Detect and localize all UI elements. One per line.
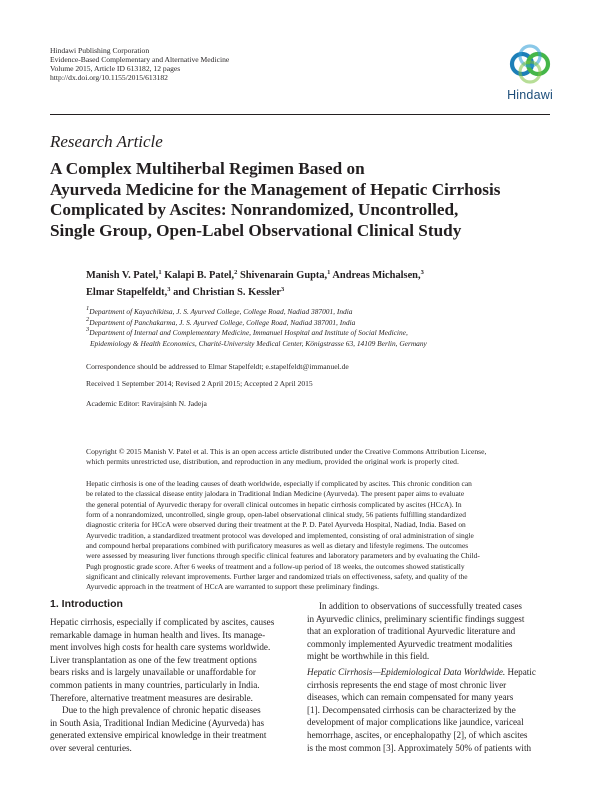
body-column-right <box>307 600 549 754</box>
abstract-line: and compound herbal preparations combined with purificatory measures as well as dietary and lifestyle regimens. The outcomes <box>86 541 469 551</box>
section-heading-introduction: 1. Introduction <box>50 598 123 610</box>
abstract-line: be related to the classical disease entity jalodara in Traditional Indian Medicine (Ayurveda). The present paper aims to evaluate <box>86 489 465 499</box>
affiliation-text: Epidemiology & Health Economics, Charité-University Medical Center, Königstrasse 63, 14109 Berlin, Germany <box>90 338 427 348</box>
abstract <box>86 479 556 593</box>
doi-link[interactable]: http://dx.doi.org/10.1155/2015/613182 <box>50 73 168 82</box>
author-name[interactable]: Kalapi B. Patel, <box>164 270 235 281</box>
affil-number: 2 <box>86 315 90 323</box>
author-name[interactable]: Shivenarain Gupta, <box>239 270 328 281</box>
body-line: Due to the high prevalence of chronic hepatic diseases <box>62 705 261 716</box>
abstract-line: Ayurvedic tradition, a standardized treatment protocol was developed and implemented, consisting of oral administration of single <box>86 530 474 540</box>
title-line: Ayurveda Medicine for the Management of Hepatic Cirrhosis <box>50 179 501 199</box>
body-line: generated extensive empirical knowledge in their treatment <box>50 730 267 741</box>
body-line: in Ayurvedic clinics, preliminary scientific findings suggest <box>307 613 525 624</box>
affiliation-text: Department of Internal and Complementary Medicine, Immanuel Hospital and Institute of Social Medicine, <box>89 328 408 337</box>
body-column-left <box>50 616 292 755</box>
affiliations <box>86 307 427 349</box>
body-line: in South Asia, Traditional Indian Medicine (Ayurveda) has <box>50 717 265 728</box>
body-line <box>307 666 549 679</box>
author-affil-mark: 3 <box>167 285 171 293</box>
subsection-lead: Hepatic Cirrhosis—Epidemiological Data Worldwide. <box>307 666 506 677</box>
title-line: Complicated by Ascites: Nonrandomized, Uncontrolled, <box>50 200 459 219</box>
body-line: commonly implemented Ayurvedic treatment modalities <box>307 638 513 649</box>
body-line: Therefore, alternative treatment measures are desirable. <box>50 692 253 703</box>
abstract-line: Hepatic cirrhosis is one of the leading causes of death worldwide, especially if complicated by ascites. This chronic condition can <box>86 479 472 488</box>
correspondence: Correspondence should be addressed to Elmar Stapelfeldt; e.stapelfeldt@immanuel.de <box>86 362 349 371</box>
author-affil-mark: 3 <box>281 285 285 293</box>
volume-info: Volume 2015, Article ID 613182, 12 pages <box>50 64 181 73</box>
body-line: that an exploration of traditional Ayurvedic literature and <box>307 626 516 637</box>
article-dates: Received 1 September 2014; Revised 2 April 2015; Accepted 2 April 2015 <box>86 379 313 388</box>
body-line: cirrhosis represents the end stage of most chronic liver <box>307 679 507 690</box>
body-line: over several centuries. <box>50 742 132 753</box>
body-line: development of major complications like jaundice, variceal <box>307 717 524 728</box>
journal-name: Evidence-Based Complementary and Alternative Medicine <box>50 55 230 64</box>
body-line: is the most common [3]. Approximately 50% of patients with <box>307 742 532 753</box>
body-line: bears risks and is largely unavailable or unaffordable for <box>50 667 256 678</box>
header-rule <box>50 114 550 115</box>
hindawi-logo-text: Hindawi <box>507 88 553 102</box>
abstract-line: significant and clinically relevant improvements. Further larger and randomized trials on effectiveness, safety, and quality of the <box>86 572 468 582</box>
title-line: A Complex Multiherbal Regimen Based on <box>50 159 365 178</box>
article-title <box>50 159 550 241</box>
body-line: diseases, which can remain compensated for many years <box>307 692 514 703</box>
abstract-line: the general potential of Ayurvedic therapy for overall clinical outcomes in hepatic cirrhosis complicated by ascites (HCcA). In <box>86 499 462 509</box>
abstract-line: were assessed by measuring liver functions through specific clinical features and laboratory parameters and by evaluating the Child- <box>86 551 480 561</box>
author-affil-mark: 3 <box>420 269 424 276</box>
author-affil-mark: 1 <box>158 269 162 276</box>
affil-number: 1 <box>86 305 90 312</box>
journal-info <box>50 46 229 82</box>
author-list <box>86 268 556 301</box>
body-line: Liver transplantation as one of the few treatment options <box>50 654 257 665</box>
author-name[interactable]: Elmar Stapelfeldt, <box>86 286 168 298</box>
copyright-line: which permits unrestricted use, distribution, and reproduction in any medium, provided the original work is properly cited. <box>86 457 459 467</box>
body-line: might be worthwhile in this field. <box>307 651 430 662</box>
abstract-line: Pugh prognostic grade score. After 6 weeks of treatment and a follow-up period of 18 weeks, the outcomes showed statistically <box>86 561 465 571</box>
abstract-line: diagnostic criteria for HCcA were observed during their treatment at the P. D. Patel Ayurveda Hospital, Nadiad, India. Based on <box>86 520 466 530</box>
academic-editor: Academic Editor: Ravirajsinh N. Jadeja <box>86 399 207 408</box>
affiliation-text: Department of Panchakarma, J. S. Ayurved College, College Road, Nadiad 387001, India <box>89 317 356 327</box>
affiliation-text: Department of Kayachikitsa, J. S. Ayurved College, College Road, Nadiad 387001, India <box>89 307 353 316</box>
affil-number: 3 <box>86 326 90 333</box>
body-line: ment involves high costs for health care systems worldwide. <box>50 642 271 653</box>
body-line: [1]. Decompensated cirrhosis can be characterized by the <box>307 704 516 715</box>
title-line: Single Group, Open-Label Observational Clinical Study <box>50 220 462 240</box>
body-line: Hepatic cirrhosis, especially if complicated by ascites, causes <box>50 617 275 627</box>
body-text: Hepatic <box>505 666 536 677</box>
publisher: Hindawi Publishing Corporation <box>50 46 150 55</box>
body-line: remarkable damage in human health and lives. Its manage- <box>50 629 266 640</box>
author-affil-mark: 2 <box>234 269 238 276</box>
article-type: Research Article <box>50 132 163 151</box>
body-line: hemorrhage, ascites, or encephalopathy [2], of which ascites <box>307 729 528 740</box>
body-line: common patients in many countries, particularly in India. <box>50 679 260 690</box>
copyright-line: Copyright © 2015 Manish V. Patel et al. This is an open access article distributed under the Creative Commons Attribution License, <box>86 447 487 456</box>
copyright-notice <box>86 447 556 468</box>
abstract-line: Ayurvedic approach in the treatment of HCcA are warranted to support these preliminary findings. <box>86 582 380 592</box>
author-name[interactable]: and Christian S. Kessler <box>173 286 282 298</box>
author-affil-mark: 1 <box>327 269 331 276</box>
author-name[interactable]: Andreas Michalsen, <box>332 270 421 281</box>
abstract-line: form of a nonrandomized, uncontrolled, single group, open-label observational clinical study, 56 patients fulfilling standardized <box>86 510 466 520</box>
body-line: In addition to observations of successfully treated cases <box>319 601 522 611</box>
author-name[interactable]: Manish V. Patel, <box>86 270 159 281</box>
